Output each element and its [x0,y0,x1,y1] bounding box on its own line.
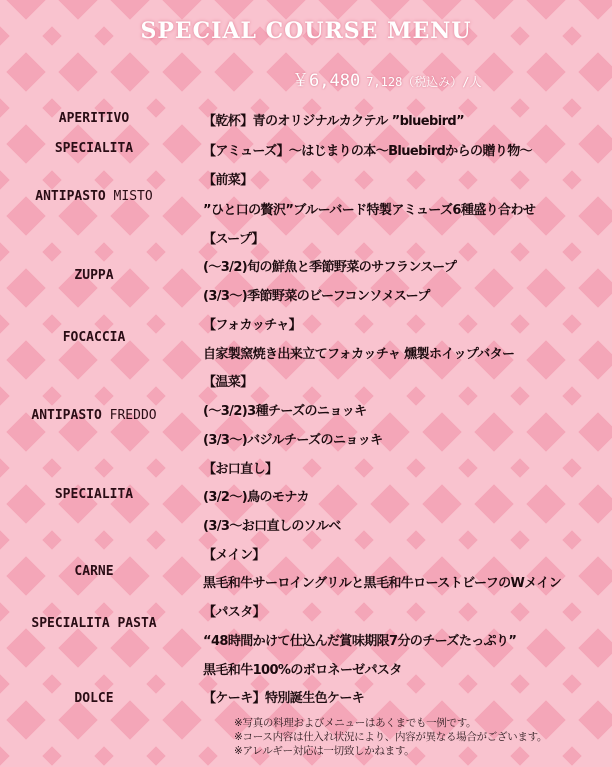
menu-line: ”ひと口の贅沢”ブルーバード特製アミューズ6種盛り合わせ [203,203,536,218]
category-zuppa: ZUPPA [74,268,114,283]
category-specialita-2: SPECIALITA [54,487,134,502]
category-focaccia: FOCACCIA [62,330,126,345]
menu-line: “48時間かけて仕込んだ賞味期限7分のチーズたっぷり” [203,634,517,649]
category-specialita-pasta: SPECIALITA PASTA [31,616,157,631]
category-antipasto-freddo: ANTIPASTO FREDDO [31,408,157,423]
category-dolce: DOLCE [74,691,114,706]
menu-line: (3/3〜)季節野菜のビーフコンソメスープ [203,289,430,304]
menu-line: (〜3/2)3種チーズのニョッキ [203,404,367,419]
category-aperitivo: APERITIVO [58,111,130,126]
footnote: ※写真の料理およびメニューはあくまでも一例です。 [234,717,477,729]
menu-line: 【スープ】 [203,232,264,247]
menu-line: 【アミューズ】〜はじまりの本〜Bluebirdからの贈り物〜 [203,144,533,159]
menu-line: 【お口直し】 [203,462,278,477]
menu-line: (3/3〜)バジルチーズのニョッキ [203,433,383,448]
menu-line: 【メイン】 [203,548,265,563]
category-carne: CARNE [74,564,114,579]
price-tax: 7,128（税込み）/人 [366,75,482,89]
menu-line: 黒毛和牛100%のボロネーゼパスタ [203,663,402,678]
menu-line: 【温菜】 [203,375,253,390]
category-antipasto-misto: ANTIPASTO MISTO [35,189,153,204]
menu-line: (3/3〜お口直しのソルベ [203,519,341,534]
menu-line: 【フォカッチャ】 [203,318,302,333]
footnote: ※アレルギー対応は一切致しかねます。 [234,745,415,757]
price-block [292,66,482,91]
menu-line: 【パスタ】 [203,605,266,620]
menu-line: 黒毛和牛サーロイングリルと黒毛和牛ローストビーフのWメイン [203,576,562,591]
menu-line: 【乾杯】青のオリジナルカクテル ”bluebird” [203,114,465,129]
category-specialita: SPECIALITA [54,141,134,156]
footnote: ※コース内容は仕入れ状況により、内容が異なる場合がございます。 [234,731,548,743]
menu-title: SPECIAL COURSE MENU [140,18,472,44]
menu-line: 【ケーキ】特別誕生色ケーキ [203,691,365,706]
menu-line: 【前菜】 [203,173,253,188]
price-main: ￥6,480 [292,71,361,91]
footnotes [234,716,547,758]
menu-line: (3/2〜)鳥のモナカ [203,490,309,505]
menu-line: (〜3/2)旬の鮮魚と季節野菜のサフランスープ [203,260,457,275]
menu-line: 自家製窯焼き出来立てフォカッチャ 燻製ホイップバター [203,347,515,362]
